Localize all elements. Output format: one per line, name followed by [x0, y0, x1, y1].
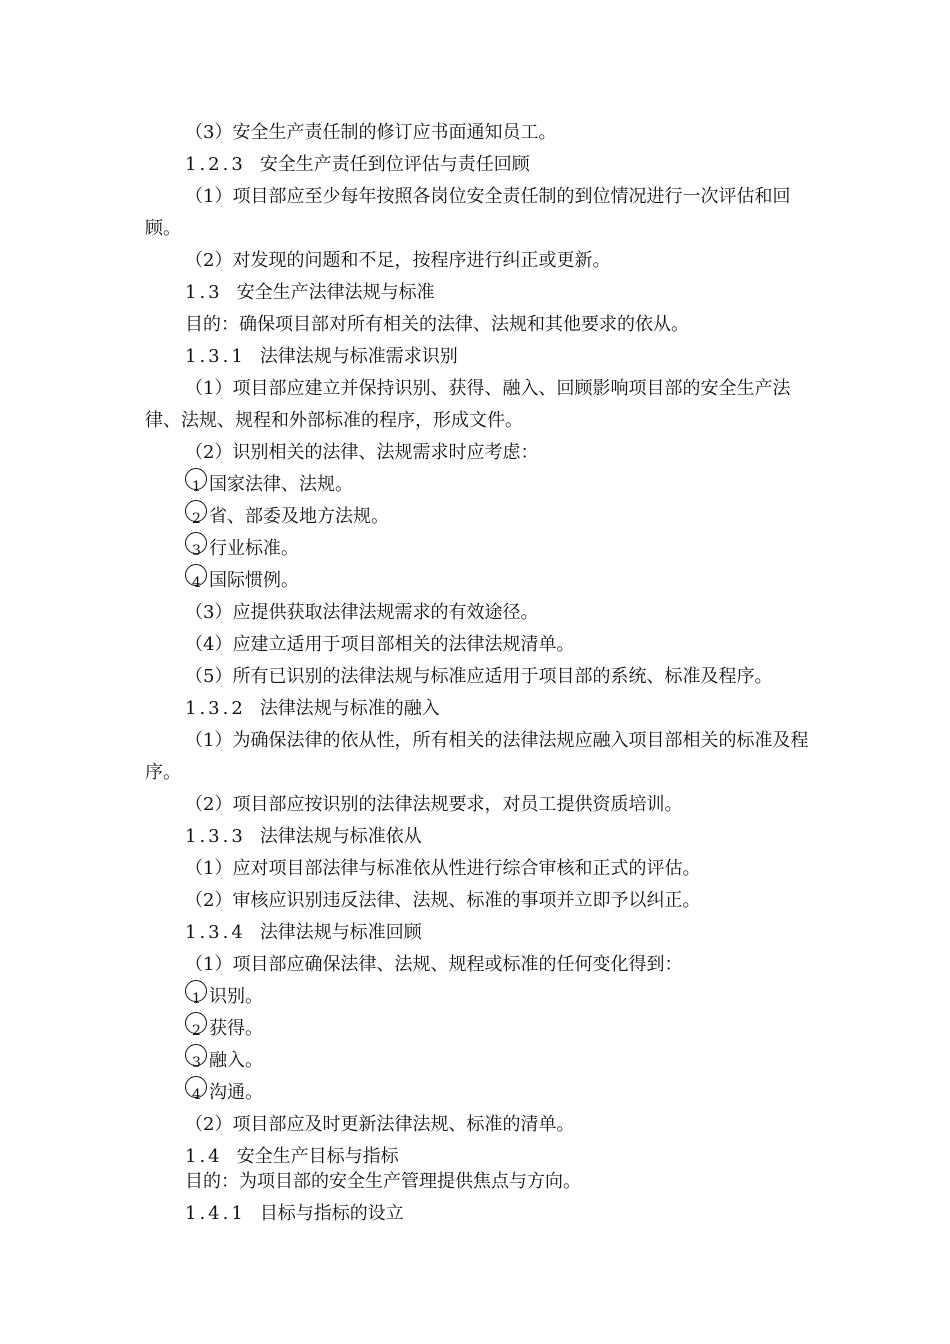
- section-number: 1.3.3: [185, 826, 246, 847]
- section-title: 法律法规与标准回顾: [259, 922, 422, 943]
- section-number: 1.3.1: [185, 346, 246, 367]
- section-number: 1.3: [185, 282, 223, 303]
- paragraph: （3）安全生产责任制的修订应书面通知员工。: [185, 122, 557, 143]
- list-item-text: 融入。: [209, 1050, 263, 1071]
- section-heading-1-3: [185, 282, 435, 304]
- list-item: [185, 1082, 263, 1104]
- circled-number: 2: [185, 506, 209, 528]
- list-item-text: 沟通。: [209, 1082, 263, 1103]
- list-item: [185, 570, 299, 592]
- circled-number: 4: [185, 1082, 209, 1104]
- paragraph: （2）项目部应及时更新法律法规、标准的清单。: [185, 1114, 575, 1135]
- section-heading-1-4: [185, 1146, 399, 1168]
- paragraph: （2）项目部应按识别的法律法规要求，对员工提供资质培训。: [185, 794, 683, 815]
- list-item-text: 行业标准。: [209, 538, 299, 559]
- paragraph: （2）对发现的问题和不足，按程序进行纠正或更新。: [185, 250, 611, 271]
- section-number: 1.3.2: [185, 698, 246, 719]
- section-title: 目标与指标的设立: [259, 1203, 404, 1224]
- paragraph: （1）项目部应确保法律、法规、规程或标准的任何变化得到：: [185, 954, 683, 975]
- section-number: 1.4.1: [185, 1203, 246, 1224]
- list-item-text: 省、部委及地方法规。: [209, 506, 389, 527]
- paragraph: （1）项目部应建立并保持识别、获得、融入、回顾影响项目部的安全生产法律、法规、规程和外部标准的程序，形成文件。: [145, 378, 791, 431]
- list-item: [185, 1018, 263, 1040]
- section-title: 法律法规与标准依从: [259, 826, 422, 847]
- section-title: 安全生产目标与指标: [236, 1146, 399, 1167]
- section-title: 安全生产法律法规与标准: [236, 282, 435, 303]
- section-number: 1.4: [185, 1146, 223, 1167]
- section-heading-1-3-1: [185, 346, 458, 368]
- paragraph: （1）项目部应至少每年按照各岗位安全责任制的到位情况进行一次评估和回顾。: [145, 186, 791, 239]
- section-heading-1-3-2: [185, 698, 440, 720]
- section-number: 1.3.4: [185, 922, 246, 943]
- paragraph: （2）识别相关的法律、法规需求时应考虑：: [185, 442, 539, 463]
- section-heading-1-3-3: [185, 826, 422, 848]
- section-number: 1.2.3: [185, 154, 246, 175]
- list-item-text: 国际惯例。: [209, 570, 299, 591]
- list-item-text: 获得。: [209, 1018, 263, 1039]
- purpose-line: 目的：确保项目部对所有相关的法律、法规和其他要求的依从。: [185, 314, 689, 335]
- paragraph: （1）应对项目部法律与标准依从性进行综合审核和正式的评估。: [185, 858, 701, 879]
- paragraph: （2）审核应识别违反法律、法规、标准的事项并立即予以纠正。: [185, 890, 701, 911]
- section-title: 安全生产责任到位评估与责任回顾: [259, 154, 530, 175]
- list-item: [185, 506, 389, 528]
- circled-number: 3: [185, 538, 209, 560]
- list-item: [185, 474, 353, 496]
- circled-number: 1: [185, 474, 209, 496]
- circled-number: 1: [185, 986, 209, 1008]
- circled-number: 4: [185, 570, 209, 592]
- paragraph: （1）为确保法律的依从性，所有相关的法律法规应融入项目部相关的标准及程序。: [145, 730, 809, 783]
- section-title: 法律法规与标准需求识别: [259, 346, 458, 367]
- list-item: [185, 1050, 263, 1072]
- section-heading-1-4-1: [185, 1203, 404, 1225]
- section-heading-1-2-3: [185, 154, 530, 176]
- section-heading-1-3-4: [185, 922, 422, 944]
- paragraph: （5）所有已识别的法律法规与标准应适用于项目部的系统、标准及程序。: [185, 666, 773, 687]
- list-item-text: 识别。: [209, 986, 263, 1007]
- list-item: [185, 986, 263, 1008]
- list-item-text: 国家法律、法规。: [209, 474, 353, 495]
- circled-number: 2: [185, 1018, 209, 1040]
- purpose-line: 目的：为项目部的安全生产管理提供焦点与方向。: [185, 1171, 581, 1192]
- list-item: [185, 538, 299, 560]
- paragraph: （3）应提供获取法律法规需求的有效途径。: [185, 602, 539, 623]
- paragraph: （4）应建立适用于项目部相关的法律法规清单。: [185, 634, 575, 655]
- circled-number: 3: [185, 1050, 209, 1072]
- section-title: 法律法规与标准的融入: [259, 698, 440, 719]
